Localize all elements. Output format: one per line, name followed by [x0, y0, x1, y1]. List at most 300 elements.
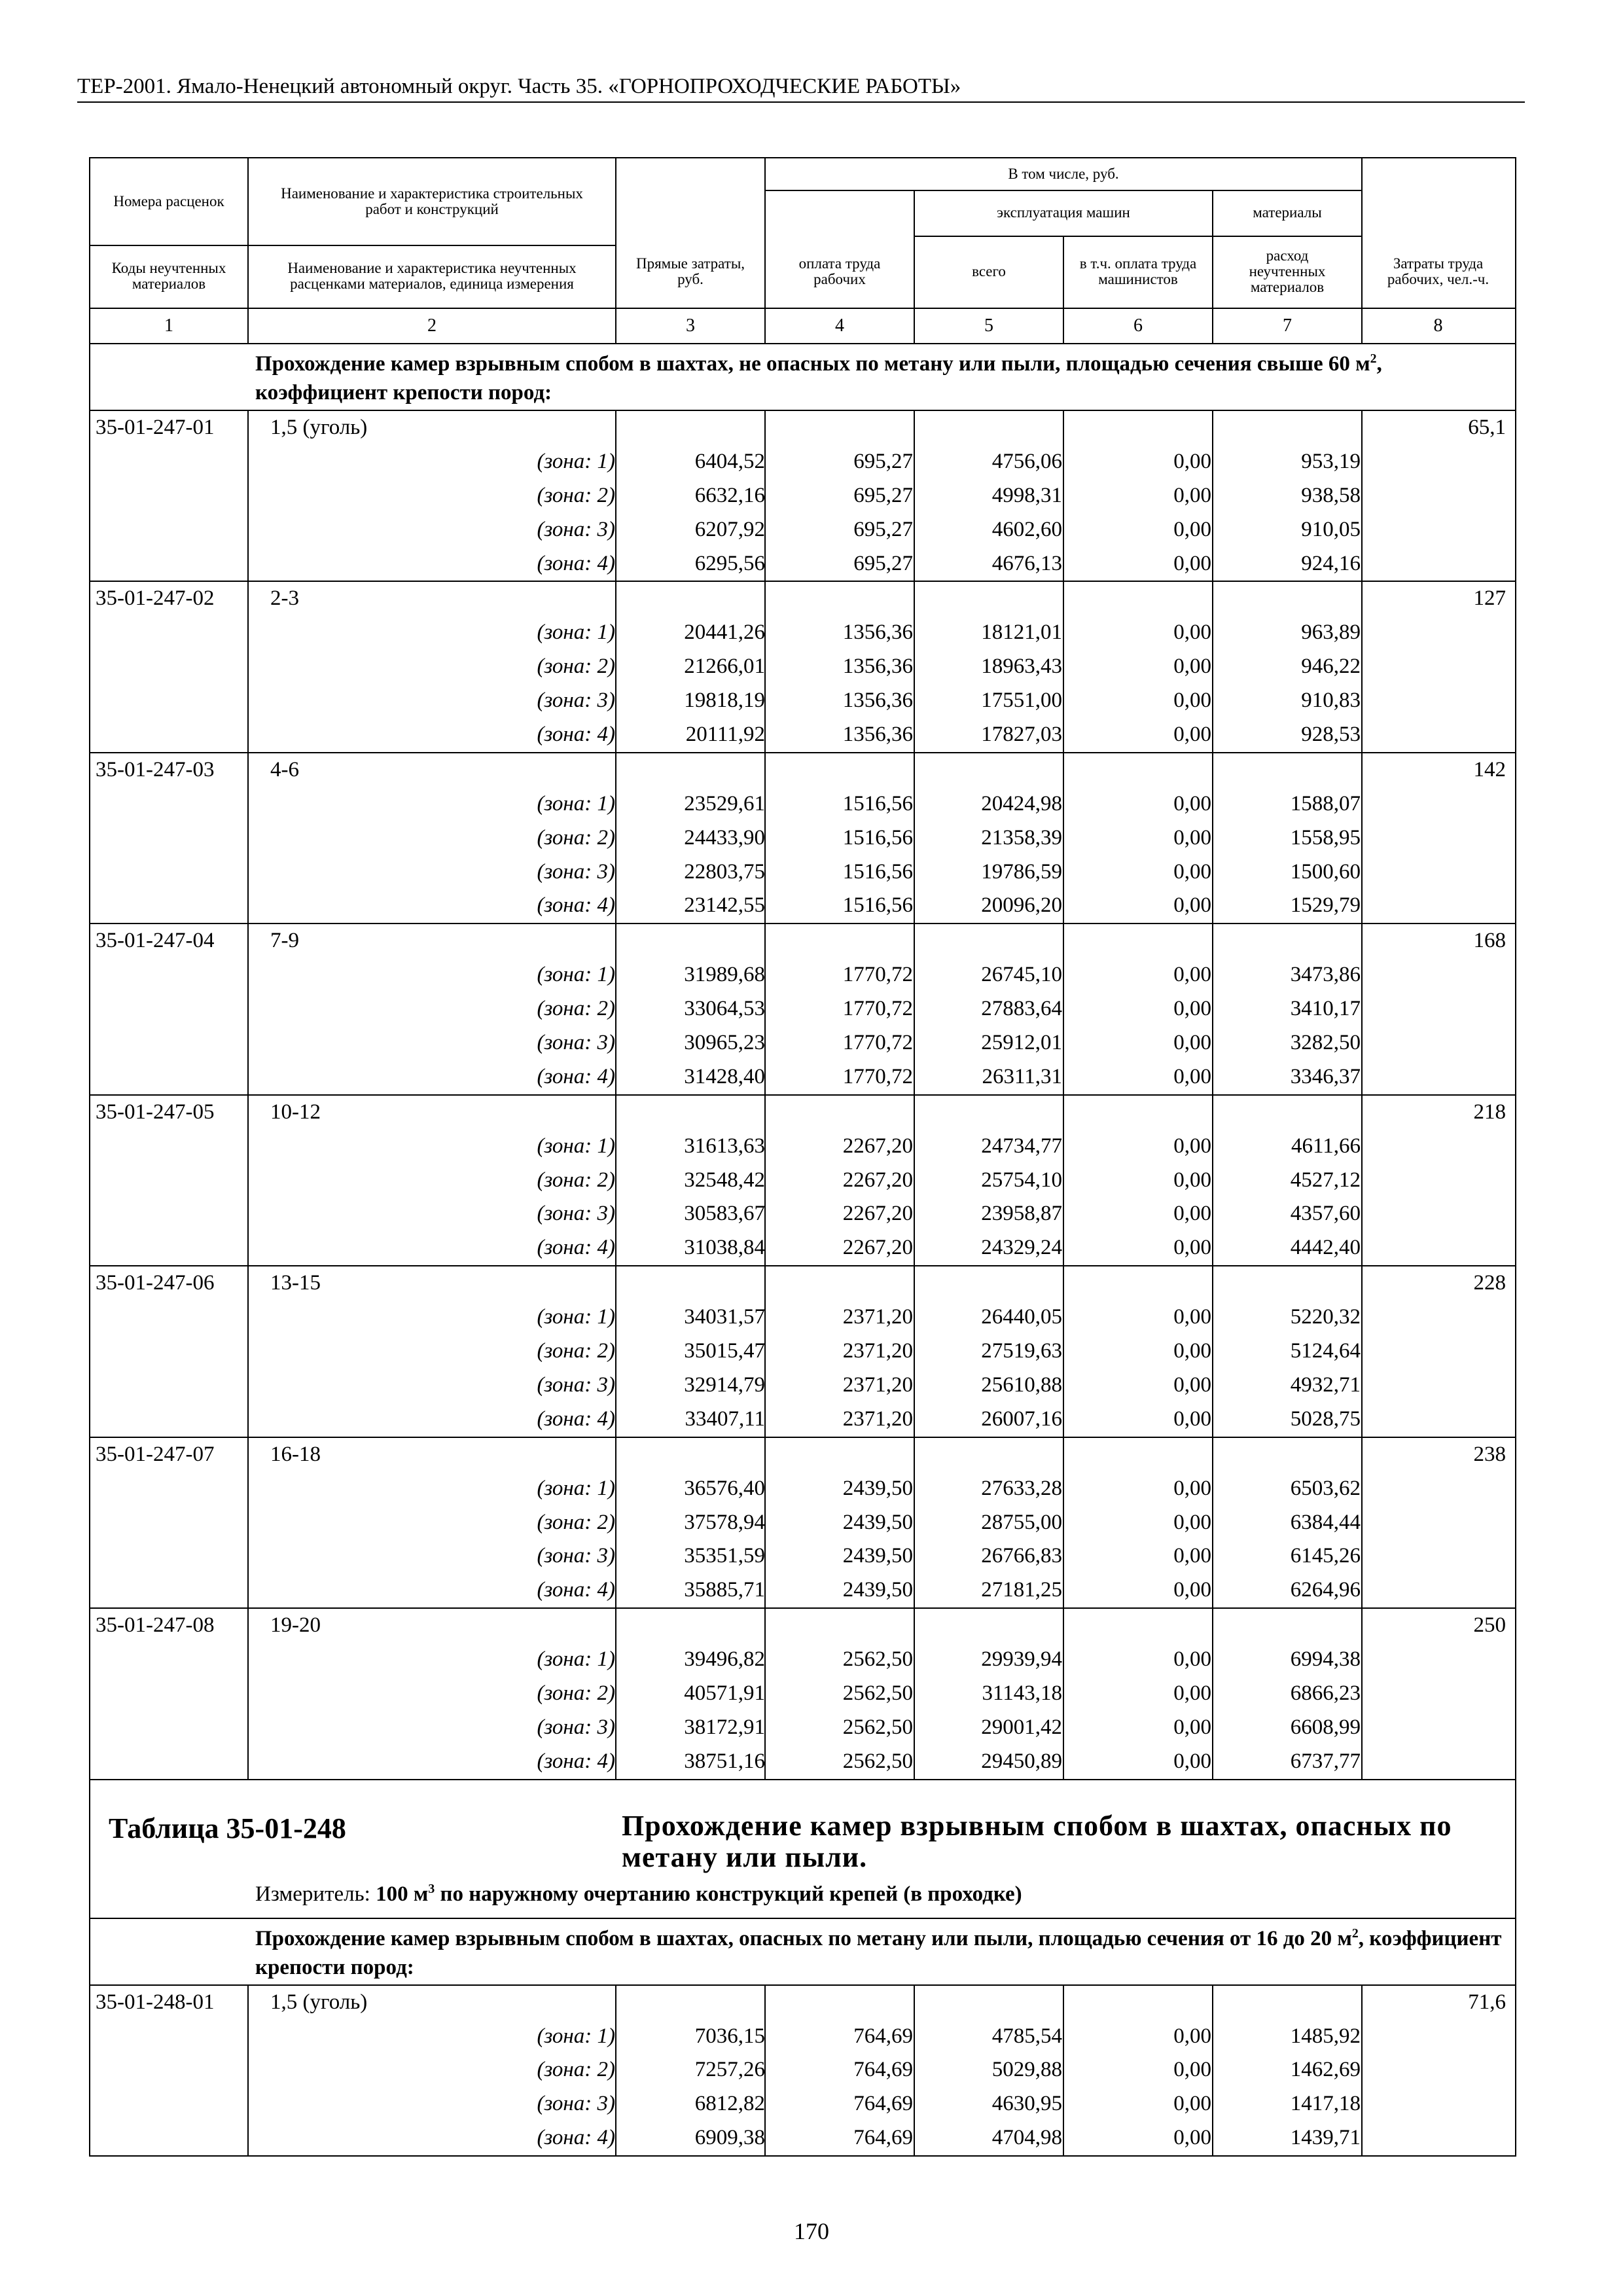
table-row — [90, 2087, 1515, 2121]
rate-group — [90, 411, 1515, 582]
table-row — [90, 992, 1515, 1026]
cell-value: 28755,00 — [981, 1510, 1062, 1534]
zone-label: (зона: 2) — [537, 1510, 615, 1534]
cell-value: 0,00 — [1173, 449, 1211, 473]
cell-value: 24734,77 — [981, 1134, 1062, 1158]
cell-value: 0,00 — [1173, 1681, 1211, 1705]
cell-value: 24433,90 — [684, 825, 765, 850]
cell-value: 0,00 — [1173, 551, 1211, 575]
labor-cost: 250 — [1473, 1613, 1506, 1638]
table-row — [90, 1164, 1515, 1198]
cell-value: 0,00 — [1173, 1715, 1211, 1739]
cell-value: 4676,13 — [991, 551, 1062, 575]
cell-value: 0,00 — [1173, 825, 1211, 850]
table-row — [90, 1231, 1515, 1265]
cell-value: 0,00 — [1173, 1476, 1211, 1500]
cell-value: 20111,92 — [685, 723, 765, 747]
rate-group — [90, 1609, 1515, 1780]
cell-value: 0,00 — [1173, 655, 1211, 679]
cell-value: 0,00 — [1173, 1647, 1211, 1672]
cell-value: 25754,10 — [981, 1168, 1062, 1192]
cell-value: 4932,71 — [1290, 1372, 1361, 1397]
table-row — [90, 479, 1515, 513]
cell-value: 40571,91 — [684, 1681, 765, 1705]
cell-value: 27519,63 — [981, 1339, 1062, 1363]
zone-label: (зона: 4) — [537, 893, 615, 918]
cell-value: 0,00 — [1173, 963, 1211, 987]
cell-value: 1516,56 — [842, 825, 913, 850]
cell-value: 21358,39 — [981, 825, 1062, 850]
cell-value: 764,69 — [853, 2092, 913, 2116]
cell-value: 1500,60 — [1290, 859, 1361, 884]
table-row — [90, 718, 1515, 752]
cell-value: 2267,20 — [842, 1236, 913, 1260]
rate-group-head — [90, 582, 1515, 616]
rate-name: 7-9 — [270, 929, 299, 953]
cell-value: 0,00 — [1173, 483, 1211, 507]
col7-header: расход неучтенных материалов — [1249, 247, 1326, 296]
cell-value: 29001,42 — [981, 1715, 1062, 1739]
cell-value: 20096,20 — [981, 893, 1062, 918]
cell-value: 2267,20 — [842, 1134, 913, 1158]
table-title-block — [90, 1780, 1515, 1919]
cell-value: 1485,92 — [1290, 2024, 1361, 2048]
rate-name: 19-20 — [270, 1613, 321, 1638]
cell-value: 1588,07 — [1290, 791, 1361, 816]
section-heading-text: Прохождение камер взрывным спобом в шахтах, опасных по метану или пыли, площадью сечения от 16 до 20 м — [255, 1926, 1352, 1950]
cell-value: 0,00 — [1173, 723, 1211, 747]
col8-header: Затраты труда рабочих, чел.-ч. — [1387, 255, 1489, 287]
table-row — [90, 684, 1515, 718]
col4-header: оплата труда рабочих — [798, 255, 881, 287]
table-row — [90, 1643, 1515, 1677]
cell-value: 6994,38 — [1290, 1647, 1361, 1672]
cell-value: 0,00 — [1173, 859, 1211, 884]
zone-label: (зона: 4) — [537, 1578, 615, 1602]
table-number: Таблица 35-01-248 — [109, 1812, 346, 1844]
zone-label: (зона: 3) — [537, 859, 615, 884]
cell-value: 2439,50 — [842, 1510, 913, 1534]
cell-value: 1356,36 — [842, 620, 913, 645]
rate-code: 35-01-247-03 — [96, 757, 215, 781]
cell-value: 0,00 — [1173, 1064, 1211, 1088]
cell-value: 4998,31 — [991, 483, 1062, 507]
table-row — [90, 2121, 1515, 2155]
cell-value: 695,27 — [853, 449, 913, 473]
zone-label: (зона: 3) — [537, 1031, 615, 1055]
cell-value: 1439,71 — [1290, 2126, 1361, 2150]
cell-value: 0,00 — [1173, 791, 1211, 816]
cell-value: 31143,18 — [982, 1681, 1062, 1705]
cell-value: 23958,87 — [981, 1202, 1062, 1226]
column-number: 1 — [164, 315, 173, 336]
cell-value: 0,00 — [1173, 1305, 1211, 1329]
cell-value: 31428,40 — [684, 1064, 765, 1088]
meter-value: 100 м — [376, 1882, 429, 1906]
labor-cost: 127 — [1473, 586, 1506, 611]
zone-label: (зона: 1) — [537, 791, 615, 816]
rate-group — [90, 924, 1515, 1095]
labor-cost: 71,6 — [1468, 1990, 1506, 2014]
cell-value: 21266,01 — [684, 655, 765, 679]
cell-value: 2371,20 — [842, 1372, 913, 1397]
cell-value: 6295,56 — [694, 551, 765, 575]
zone-label: (зона: 2) — [537, 825, 615, 850]
cell-value: 26007,16 — [981, 1407, 1062, 1431]
table-row — [90, 547, 1515, 581]
cell-value: 38751,16 — [684, 1749, 765, 1773]
col5-header: всего — [972, 262, 1006, 279]
cell-value: 1356,36 — [842, 655, 913, 679]
cell-value: 36576,40 — [684, 1476, 765, 1500]
cell-value: 4756,06 — [991, 449, 1062, 473]
rate-code: 35-01-248-01 — [96, 1990, 215, 2014]
section-heading-text: Прохождение камер взрывным спобом в шахтах, не опасных по метану или пыли, площадью сечения свыше 60 м — [255, 352, 1370, 376]
zone-label: (зона: 1) — [537, 620, 615, 645]
cell-value: 910,83 — [1301, 689, 1361, 713]
rate-group-head — [90, 1609, 1515, 1643]
cell-value: 27633,28 — [981, 1476, 1062, 1500]
cell-value: 30965,23 — [684, 1031, 765, 1055]
column-number: 8 — [1433, 315, 1443, 336]
cell-value: 695,27 — [853, 483, 913, 507]
rate-code: 35-01-247-01 — [96, 416, 215, 439]
rates-table — [89, 157, 1516, 2157]
cell-value: 31989,68 — [684, 963, 765, 987]
cell-value: 1516,56 — [842, 791, 913, 816]
meter-tail: по наружному очертанию конструкций крепей (в проходке) — [435, 1882, 1022, 1906]
table-row — [90, 650, 1515, 684]
cell-value: 0,00 — [1173, 1339, 1211, 1363]
cell-value: 6812,82 — [694, 2092, 765, 2116]
cell-value: 31613,63 — [684, 1134, 765, 1158]
cell-value: 2267,20 — [842, 1202, 913, 1226]
rate-code: 35-01-247-06 — [96, 1271, 215, 1295]
cell-value: 0,00 — [1173, 997, 1211, 1021]
cell-value: 0,00 — [1173, 1236, 1211, 1260]
meter-label: Измеритель: — [255, 1882, 376, 1906]
cell-value: 6207,92 — [694, 517, 765, 541]
zone-label: (зона: 1) — [537, 1134, 615, 1158]
cell-value: 928,53 — [1301, 723, 1361, 747]
table-row — [90, 616, 1515, 650]
zone-label: (зона: 4) — [537, 1236, 615, 1260]
cell-value: 2439,50 — [842, 1544, 913, 1568]
cell-value: 0,00 — [1173, 893, 1211, 918]
cell-value: 6264,96 — [1290, 1578, 1361, 1602]
cell-value: 7257,26 — [694, 2058, 765, 2082]
rate-group-head — [90, 753, 1515, 787]
rate-code: 35-01-247-07 — [96, 1442, 215, 1466]
rate-group-head — [90, 1266, 1515, 1300]
cell-value: 0,00 — [1173, 1031, 1211, 1055]
labor-cost: 238 — [1473, 1442, 1506, 1466]
rate-group-head — [90, 1096, 1515, 1130]
table-row — [90, 821, 1515, 855]
labor-cost: 65,1 — [1468, 416, 1506, 439]
rate-group — [90, 1986, 1515, 2155]
meter-sup: 3 — [428, 1881, 435, 1896]
cell-value: 1356,36 — [842, 723, 913, 747]
cell-value: 6632,16 — [694, 483, 765, 507]
cell-value: 4442,40 — [1290, 1236, 1361, 1260]
cell-value: 0,00 — [1173, 2092, 1211, 2116]
rate-name: 2-3 — [270, 586, 299, 611]
cell-value: 3410,17 — [1290, 997, 1361, 1021]
cell-value: 4785,54 — [991, 2024, 1062, 2048]
cell-value: 18963,43 — [981, 655, 1062, 679]
cell-value: 29450,89 — [981, 1749, 1062, 1773]
zone-label: (зона: 3) — [537, 517, 615, 541]
cell-value: 2562,50 — [842, 1749, 913, 1773]
cell-value: 6404,52 — [694, 449, 765, 473]
table-row — [90, 2053, 1515, 2087]
cell-value: 953,19 — [1301, 449, 1361, 473]
cell-value: 27181,25 — [981, 1578, 1062, 1602]
zone-label: (зона: 3) — [537, 1715, 615, 1739]
cell-value: 2371,20 — [842, 1407, 913, 1431]
rate-code: 35-01-247-02 — [96, 586, 215, 611]
zone-label: (зона: 1) — [537, 449, 615, 473]
cell-value: 6145,26 — [1290, 1544, 1361, 1568]
cell-value: 33407,11 — [685, 1407, 765, 1431]
table-row — [90, 1677, 1515, 1711]
cell-value: 1529,79 — [1290, 893, 1361, 918]
table-row — [90, 2020, 1515, 2054]
cell-value: 38172,91 — [684, 1715, 765, 1739]
cell-value: 0,00 — [1173, 1202, 1211, 1226]
zone-label: (зона: 2) — [537, 997, 615, 1021]
cell-value: 5220,32 — [1290, 1305, 1361, 1329]
materials-header: материалы — [1253, 204, 1322, 221]
section-heading-1 — [90, 344, 1515, 411]
cell-value: 2267,20 — [842, 1168, 913, 1192]
table-row — [90, 958, 1515, 992]
rate-name: 1,5 (уголь) — [270, 1990, 368, 2014]
col1-top-header: Номера расценок — [113, 192, 224, 209]
zone-label: (зона: 4) — [537, 1064, 615, 1088]
table-row — [90, 1130, 1515, 1164]
table-row — [90, 1745, 1515, 1779]
zone-label: (зона: 3) — [537, 1544, 615, 1568]
cell-value: 17827,03 — [981, 723, 1062, 747]
table-row — [90, 855, 1515, 889]
rate-group — [90, 582, 1515, 753]
zone-label: (зона: 2) — [537, 1681, 615, 1705]
section-heading-sup: 2 — [1351, 1926, 1359, 1941]
zone-label: (зона: 3) — [537, 1202, 615, 1226]
labor-cost: 218 — [1473, 1100, 1506, 1124]
cell-value: 35885,71 — [684, 1578, 765, 1602]
cell-value: 924,16 — [1301, 551, 1361, 575]
cell-value: 34031,57 — [684, 1305, 765, 1329]
cell-value: 6737,77 — [1290, 1749, 1361, 1773]
cell-value: 0,00 — [1173, 620, 1211, 645]
rate-name: 16-18 — [270, 1442, 321, 1466]
cell-value: 32548,42 — [684, 1168, 765, 1192]
cell-value: 35351,59 — [684, 1544, 765, 1568]
cell-value: 1770,72 — [842, 963, 913, 987]
table-row — [90, 1369, 1515, 1403]
column-numbers-row — [90, 309, 1515, 344]
cell-value: 29939,94 — [981, 1647, 1062, 1672]
table-row — [90, 1403, 1515, 1437]
zone-label: (зона: 1) — [537, 2024, 615, 2048]
table-row — [90, 1300, 1515, 1335]
zone-label: (зона: 4) — [537, 2126, 615, 2150]
cell-value: 2371,20 — [842, 1339, 913, 1363]
cell-value: 2562,50 — [842, 1715, 913, 1739]
rate-groups-2 — [90, 1986, 1515, 2155]
rate-name: 10-12 — [270, 1100, 321, 1124]
cell-value: 2371,20 — [842, 1305, 913, 1329]
zone-label: (зона: 2) — [537, 1168, 615, 1192]
cell-value: 6866,23 — [1290, 1681, 1361, 1705]
cell-value: 4611,66 — [1291, 1134, 1361, 1158]
zone-label: (зона: 4) — [537, 723, 615, 747]
cell-value: 4357,60 — [1290, 1202, 1361, 1226]
labor-cost: 228 — [1473, 1271, 1506, 1295]
cell-value: 6909,38 — [694, 2126, 765, 2150]
cell-value: 695,27 — [853, 517, 913, 541]
zone-label: (зона: 1) — [537, 1305, 615, 1329]
cell-value: 17551,00 — [981, 689, 1062, 713]
column-number: 7 — [1283, 315, 1292, 336]
cell-value: 25610,88 — [981, 1372, 1062, 1397]
cell-value: 910,05 — [1301, 517, 1361, 541]
cell-value: 0,00 — [1173, 2058, 1211, 2082]
table-row — [90, 445, 1515, 479]
rate-group — [90, 1266, 1515, 1437]
cell-value: 0,00 — [1173, 689, 1211, 713]
cell-value: 20441,26 — [684, 620, 765, 645]
cell-value: 18121,01 — [981, 620, 1062, 645]
cell-value: 22803,75 — [684, 859, 765, 884]
cell-value: 23142,55 — [684, 893, 765, 918]
table-row — [90, 1060, 1515, 1094]
cell-value: 1558,95 — [1290, 825, 1361, 850]
cell-value: 1516,56 — [842, 859, 913, 884]
cell-value: 1516,56 — [842, 893, 913, 918]
rate-group — [90, 1438, 1515, 1609]
cell-value: 6608,99 — [1290, 1715, 1361, 1739]
table-row — [90, 1197, 1515, 1231]
labor-cost: 142 — [1473, 757, 1506, 781]
cell-value: 1770,72 — [842, 1031, 913, 1055]
cell-value: 27883,64 — [981, 997, 1062, 1021]
cell-value: 4630,95 — [991, 2092, 1062, 2116]
cell-value: 764,69 — [853, 2126, 913, 2150]
rate-group — [90, 1096, 1515, 1266]
machines-header: эксплуатация машин — [997, 204, 1130, 221]
cell-value: 25912,01 — [981, 1031, 1062, 1055]
cell-value: 24329,24 — [981, 1236, 1062, 1260]
zone-label: (зона: 3) — [537, 1372, 615, 1397]
cell-value: 6384,44 — [1290, 1510, 1361, 1534]
rate-code: 35-01-247-05 — [96, 1100, 215, 1124]
cell-value: 0,00 — [1173, 1749, 1211, 1773]
col1-bottom-header: Коды неучтенных материалов — [111, 259, 226, 292]
table-row — [90, 1506, 1515, 1540]
cell-value: 1417,18 — [1290, 2092, 1361, 2116]
rate-group-head — [90, 924, 1515, 958]
zone-label: (зона: 2) — [537, 2058, 615, 2082]
cell-value: 4527,12 — [1290, 1168, 1361, 1192]
cell-value: 1770,72 — [842, 1064, 913, 1088]
zone-label: (зона: 4) — [537, 1749, 615, 1773]
table-header — [90, 158, 1515, 309]
zone-label: (зона: 2) — [537, 1339, 615, 1363]
zone-label: (зона: 4) — [537, 1407, 615, 1431]
page-number: 170 — [794, 2218, 829, 2244]
table-title: Прохождение камер взрывным спобом в шахтах, опасных по метану или пыли. — [622, 1809, 1452, 1873]
cell-value: 0,00 — [1173, 2024, 1211, 2048]
table-row — [90, 513, 1515, 547]
zone-label: (зона: 1) — [537, 963, 615, 987]
rate-name: 1,5 (уголь) — [270, 416, 368, 439]
column-number: 5 — [984, 315, 993, 336]
cell-value: 2562,50 — [842, 1681, 913, 1705]
cell-value: 37578,94 — [684, 1510, 765, 1534]
cell-value: 4602,60 — [991, 517, 1062, 541]
zone-label: (зона: 3) — [537, 2092, 615, 2116]
table-row — [90, 1711, 1515, 1745]
cell-value: 0,00 — [1173, 517, 1211, 541]
cell-value: 0,00 — [1173, 1510, 1211, 1534]
section-heading-sup: 2 — [1370, 351, 1377, 366]
cell-value: 3346,37 — [1290, 1064, 1361, 1088]
column-number: 4 — [835, 315, 844, 336]
cell-value: 32914,79 — [684, 1372, 765, 1397]
zone-label: (зона: 3) — [537, 689, 615, 713]
cell-value: 35015,47 — [684, 1339, 765, 1363]
cell-value: 31038,84 — [684, 1236, 765, 1260]
table-row — [90, 1539, 1515, 1573]
table-row — [90, 787, 1515, 821]
zone-label: (зона: 1) — [537, 1647, 615, 1672]
cell-value: 5028,75 — [1290, 1407, 1361, 1431]
section-heading-2 — [90, 1919, 1515, 1986]
col3-header: Прямые затраты, руб. — [635, 255, 745, 287]
column-number: 3 — [686, 315, 695, 336]
rate-name: 13-15 — [270, 1271, 321, 1295]
cell-value: 26440,05 — [981, 1305, 1062, 1329]
rate-name: 4-6 — [270, 757, 299, 781]
cell-value: 695,27 — [853, 551, 913, 575]
table-row — [90, 1335, 1515, 1369]
table-row — [90, 1573, 1515, 1607]
running-header: ТЕР-2001. Ямало-Ненецкий автономный округ. Часть 35. «ГОРНОПРОХОДЧЕСКИЕ РАБОТЫ» — [77, 75, 1525, 103]
cell-value: 0,00 — [1173, 1372, 1211, 1397]
cell-value: 26766,83 — [981, 1544, 1062, 1568]
cell-value: 6503,62 — [1290, 1476, 1361, 1500]
cell-value: 4704,98 — [991, 2126, 1062, 2150]
cell-value: 1356,36 — [842, 689, 913, 713]
cell-value: 30583,67 — [684, 1202, 765, 1226]
cell-value: 7036,15 — [694, 2024, 765, 2048]
cell-value: 938,58 — [1301, 483, 1361, 507]
table-row — [90, 1472, 1515, 1506]
cell-value: 19818,19 — [684, 689, 765, 713]
cell-value: 2439,50 — [842, 1476, 913, 1500]
meter-line — [255, 1882, 1022, 1907]
zone-label: (зона: 1) — [537, 1476, 615, 1500]
cell-value: 26311,31 — [982, 1064, 1062, 1088]
rate-code: 35-01-247-08 — [96, 1613, 215, 1638]
table-row — [90, 889, 1515, 923]
rate-code: 35-01-247-04 — [96, 929, 215, 953]
cell-value: 2562,50 — [842, 1647, 913, 1672]
